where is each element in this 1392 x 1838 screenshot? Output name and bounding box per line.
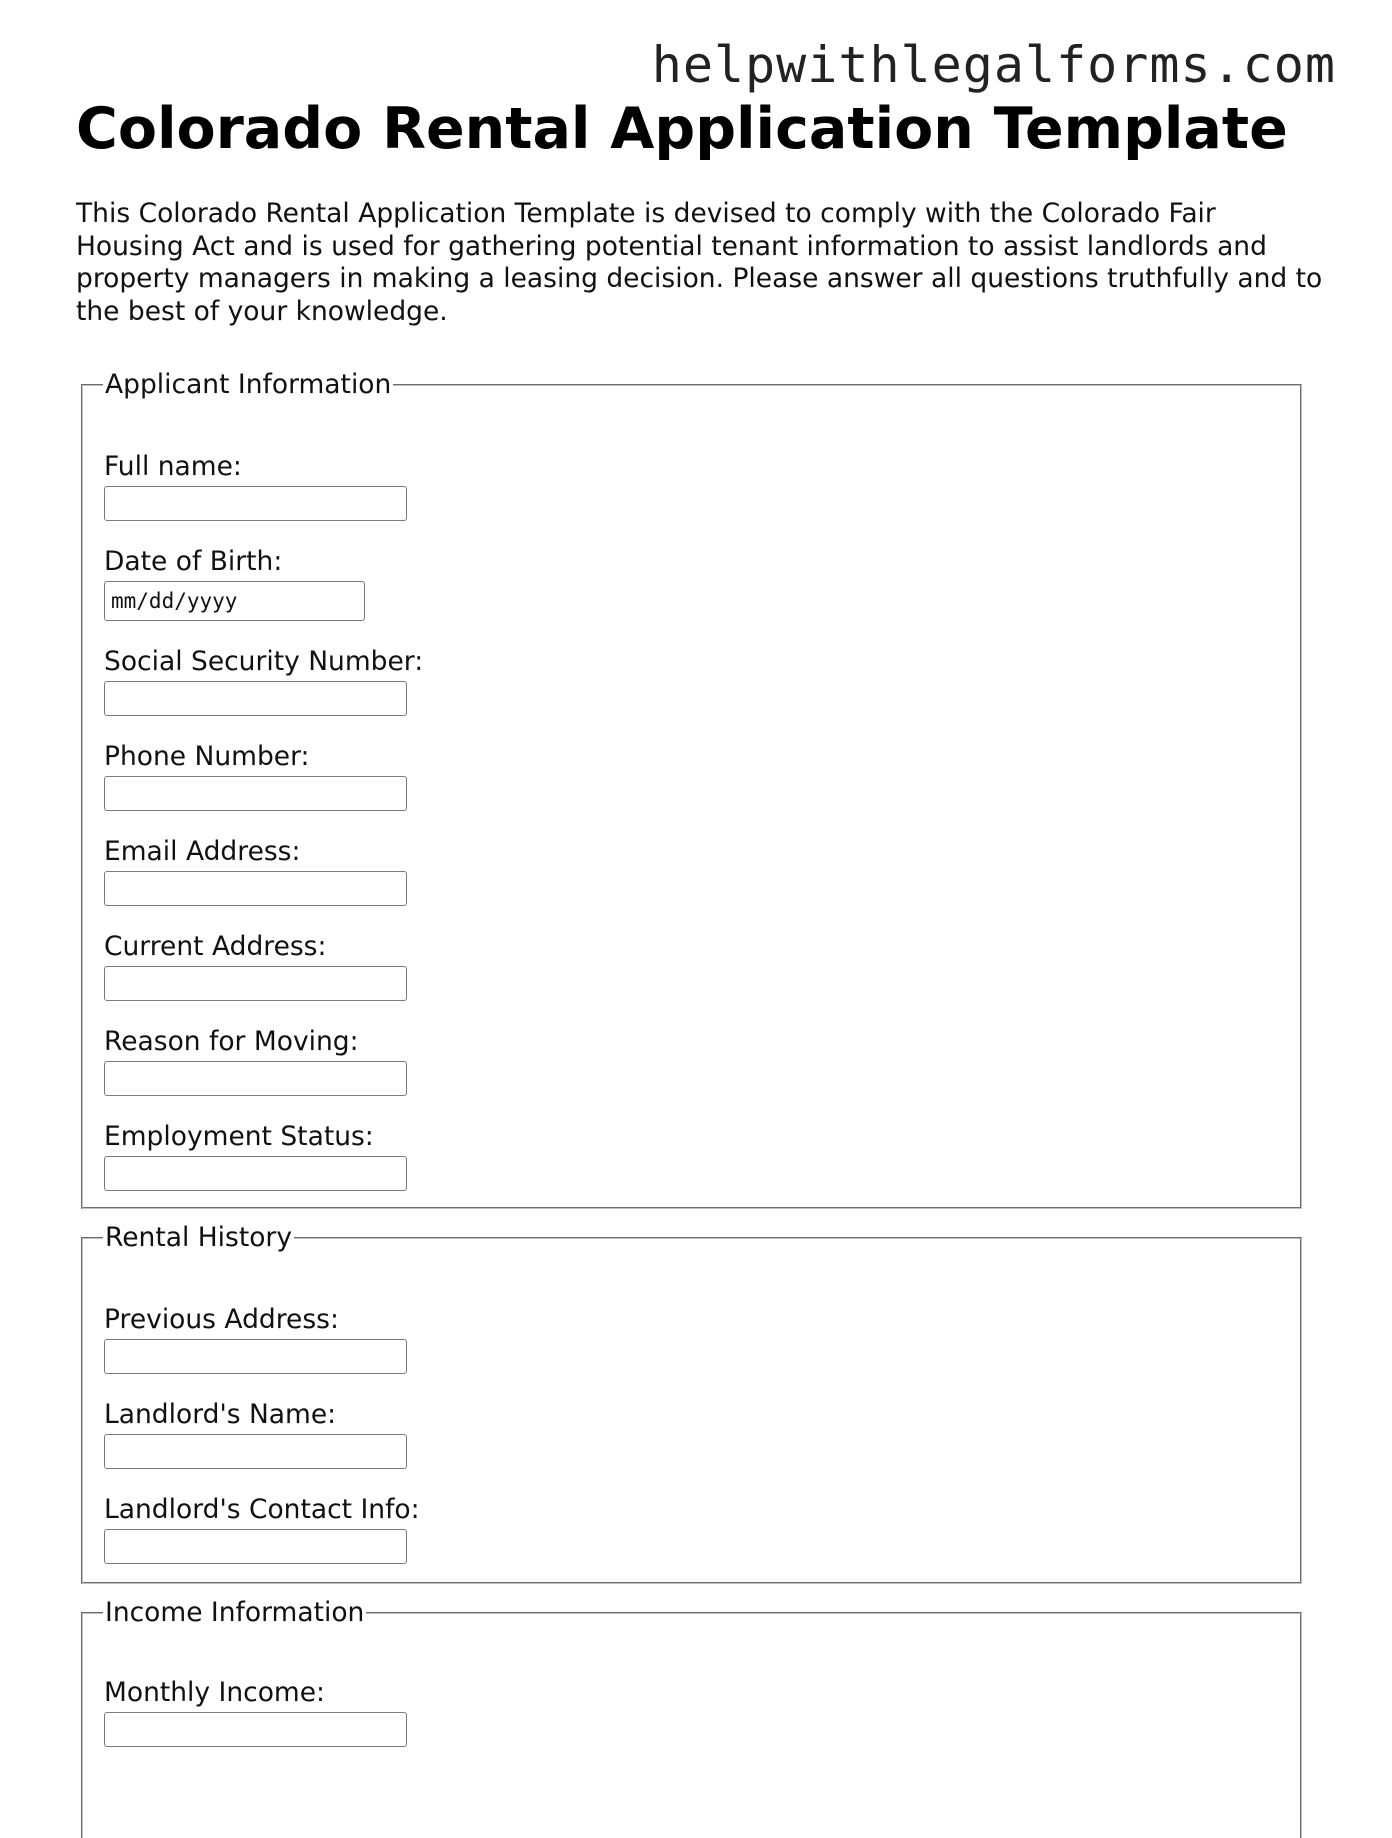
previous-address-field — [104, 1305, 407, 1374]
phone-number-input[interactable] — [104, 776, 407, 811]
current-address-field — [104, 932, 407, 1001]
ssn-label: Social Security Number: — [104, 646, 424, 677]
landlord-contact-field — [104, 1495, 420, 1564]
phone-number-label: Phone Number: — [104, 741, 310, 772]
previous-address-label: Previous Address: — [104, 1304, 339, 1335]
intro-paragraph: This Colorado Rental Application Template is devised to comply with the Colorado Fair Housing Act and is used for gathering potential tenant information to assist landlords and property managers in making a leasing decision. Please answer all questions truthfully and to the best of your knowledge. — [76, 198, 1323, 327]
landlord-name-field — [104, 1400, 407, 1469]
current-address-input[interactable] — [104, 966, 407, 1001]
applicant-information-section — [81, 370, 1302, 1209]
full-name-label: Full name: — [104, 451, 242, 482]
current-address-label: Current Address: — [104, 931, 327, 962]
date-of-birth-input[interactable] — [104, 581, 365, 621]
page-title: Colorado Rental Application Template — [76, 96, 1288, 162]
phone-number-field — [104, 742, 407, 811]
employment-status-input[interactable] — [104, 1156, 407, 1191]
email-address-label: Email Address: — [104, 836, 301, 867]
employment-status-label: Employment Status: — [104, 1121, 374, 1152]
rental-history-section — [81, 1223, 1302, 1584]
landlord-contact-label: Landlord's Contact Info: — [104, 1494, 420, 1525]
full-name-input[interactable] — [104, 486, 407, 521]
site-watermark: helpwithlegalforms.com — [651, 36, 1336, 94]
monthly-income-label: Monthly Income: — [104, 1677, 325, 1708]
landlord-name-input[interactable] — [104, 1434, 407, 1469]
rental-history-legend: Rental History — [105, 1222, 293, 1253]
applicant-information-legend: Applicant Information — [105, 369, 392, 400]
income-information-section — [81, 1598, 1302, 1838]
date-of-birth-field — [104, 547, 365, 621]
reason-for-moving-input[interactable] — [104, 1061, 407, 1096]
email-address-input[interactable] — [104, 871, 407, 906]
employment-status-field — [104, 1122, 407, 1191]
ssn-input[interactable] — [104, 681, 407, 716]
landlord-contact-input[interactable] — [104, 1529, 407, 1564]
monthly-income-input[interactable] — [104, 1712, 407, 1747]
monthly-income-field — [104, 1678, 407, 1747]
reason-for-moving-label: Reason for Moving: — [104, 1026, 359, 1057]
email-address-field — [104, 837, 407, 906]
reason-for-moving-field — [104, 1027, 407, 1096]
date-of-birth-label: Date of Birth: — [104, 546, 283, 577]
full-name-field — [104, 452, 407, 521]
income-information-legend: Income Information — [105, 1597, 365, 1628]
landlord-name-label: Landlord's Name: — [104, 1399, 337, 1430]
previous-address-input[interactable] — [104, 1339, 407, 1374]
ssn-field — [104, 647, 423, 716]
